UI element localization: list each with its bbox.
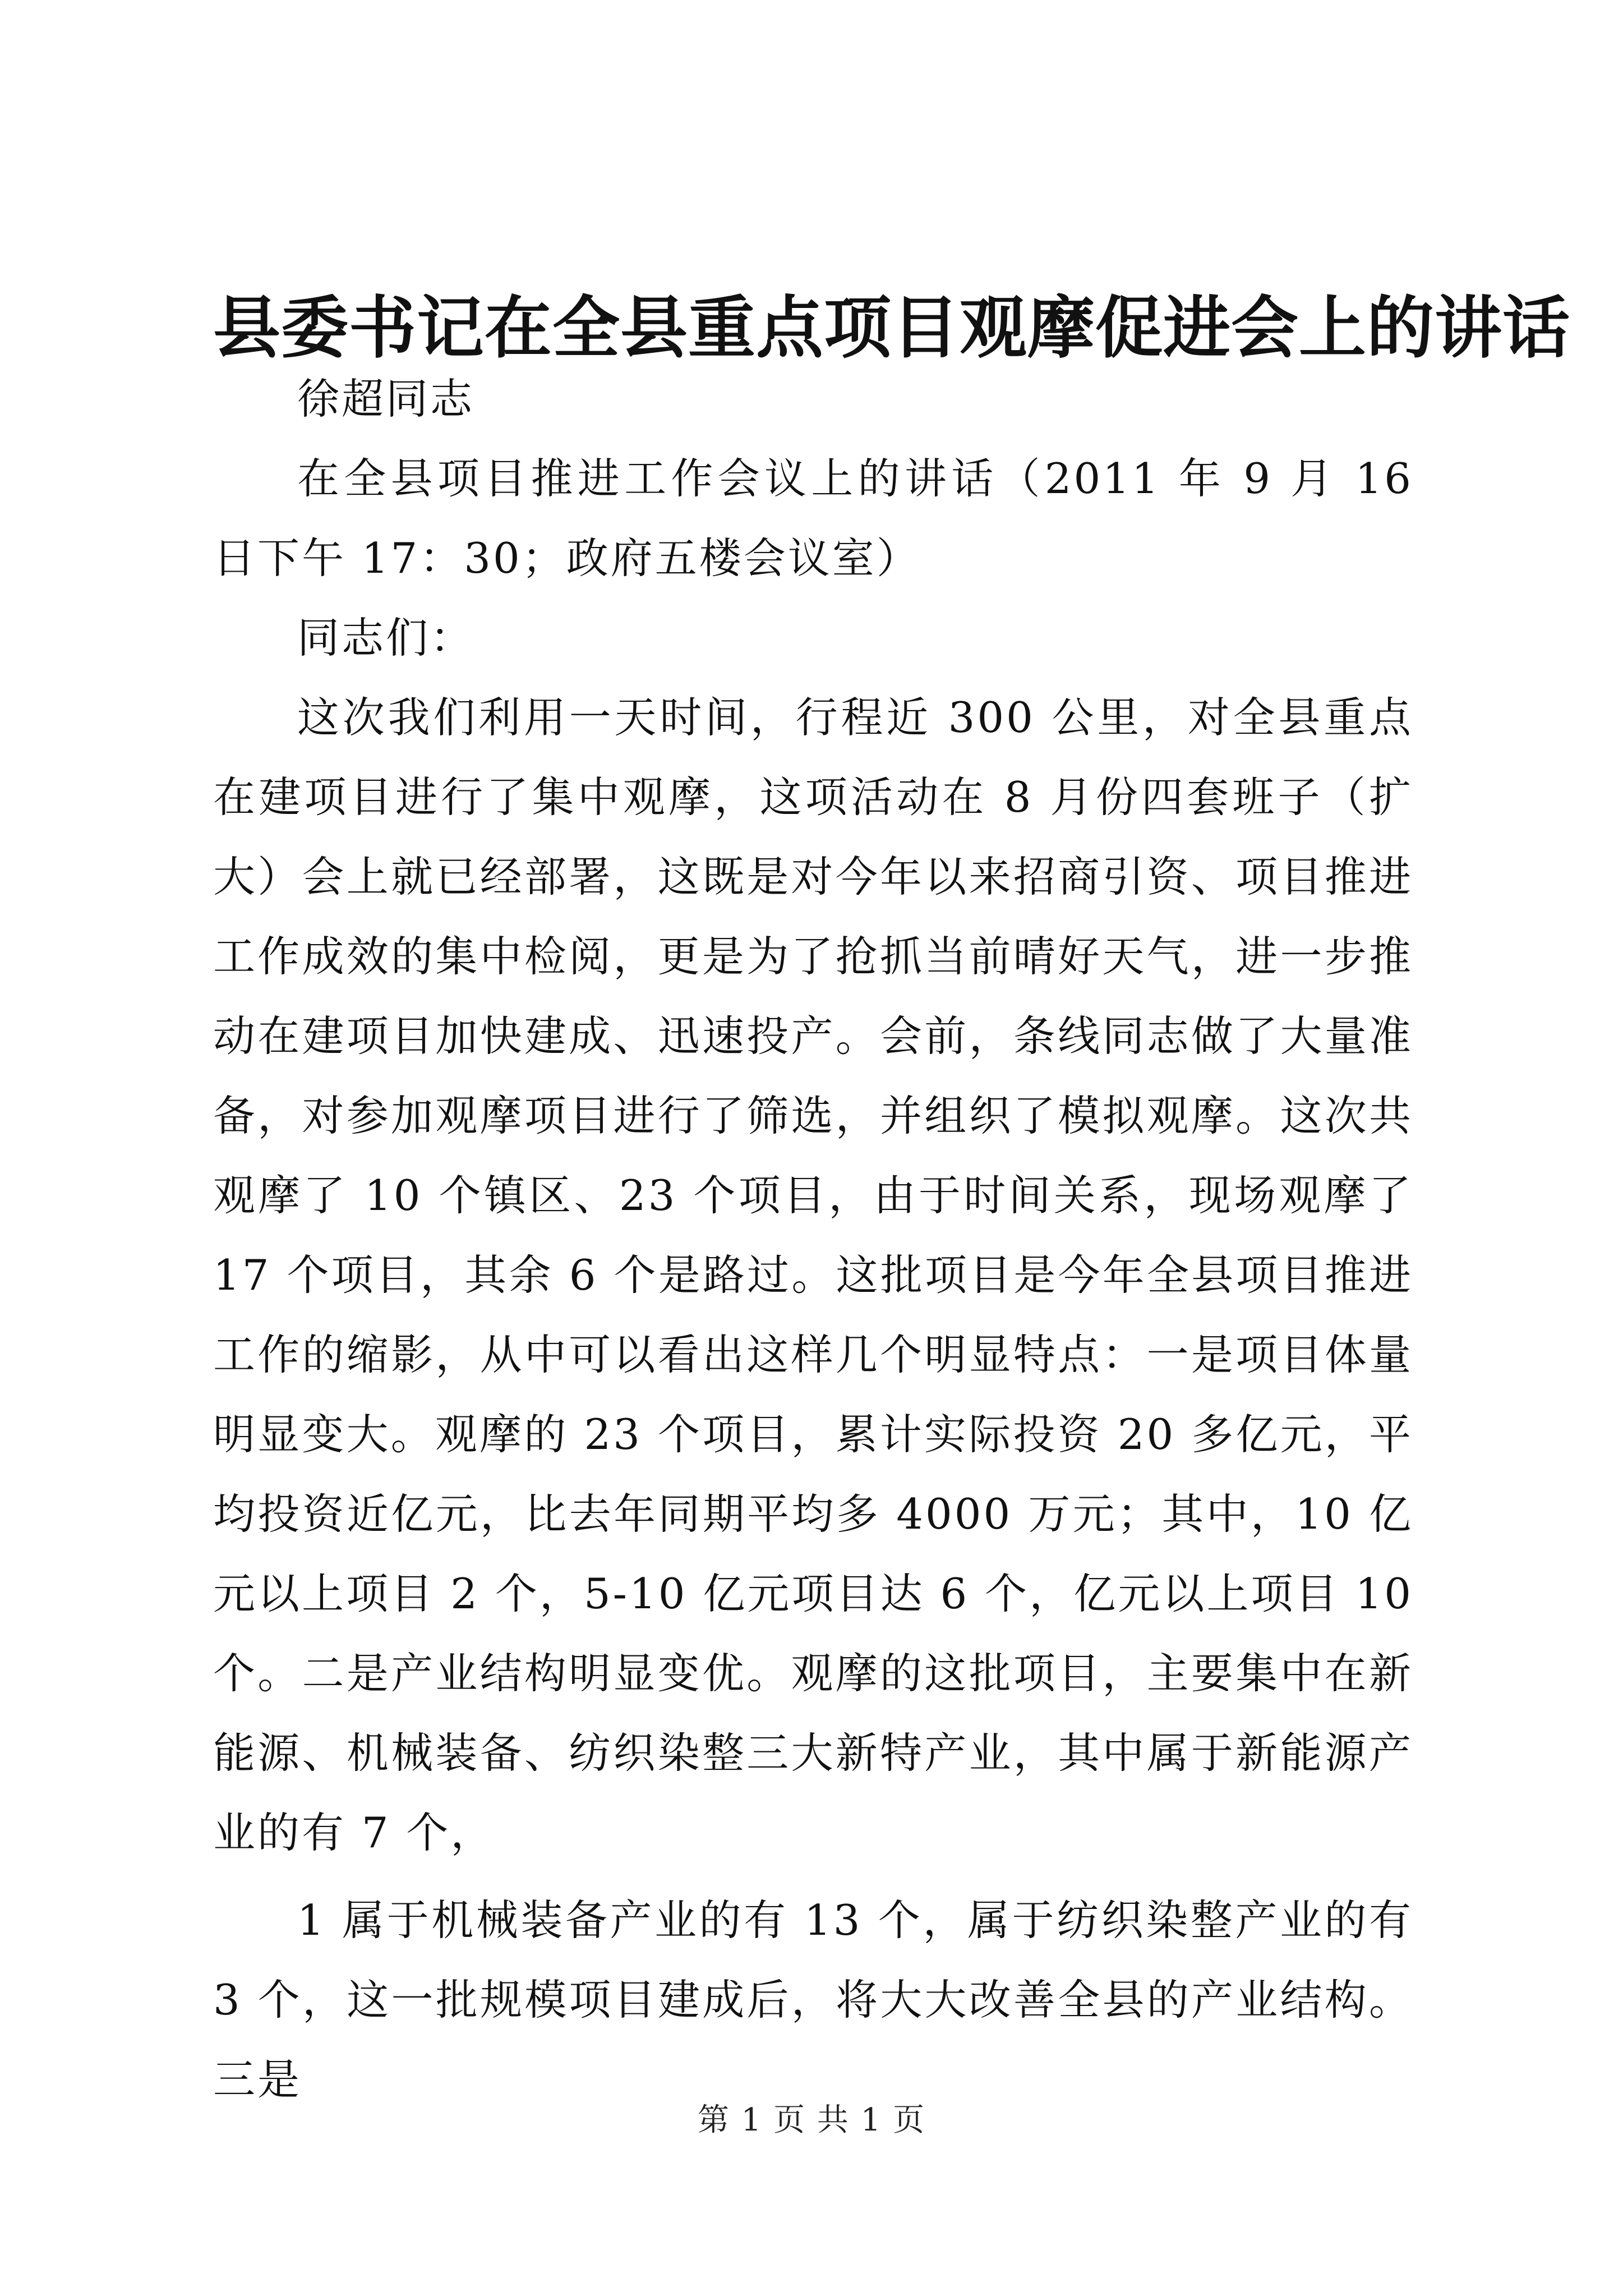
- document-title: 县委书记在全县重点项目观摩促进会上的讲话: [213, 288, 1570, 367]
- document-body: [213, 359, 1413, 2119]
- subtitle-paragraph: 在全县项目推进工作会议上的讲话（2011 年 9 月 16 日下午 17：30；政府五楼会议室）: [213, 454, 1413, 583]
- body-paragraph-1: 这次我们利用一天时间，行程近 300 公里，对全县重点在建项目进行了集中观摩，这项活动在 8 月份四套班子（扩大）会上就已经部署，这既是对今年以来招商引资、项目推进工作成效的集中检阅，更是为了抢抓当前晴好天气，进一步推动在建项目加快建成、迅速投产。会前，条线同志做了大量准备，对参加观摩项目进行了筛选，并组织了模拟观摩。这次共观摩了 10 个镇区、23 个项目，由于时间关系，现场观摩了 17 个项目，其余 6 个是路过。这批项目是今年全县项目推进工作的缩影，从中可以看出这样几个明显特点：一是项目体量明显变大。观摩的 23 个项目，累计实际投资 20 多亿元，平均投资近亿元，比去年同期平均多 4000 万元；其中，10 亿元以上项目 2 个，5-10 亿元项目达 6 个，亿元以上项目 10 个。二是产业结构明显变优。观摩的这批项目，主要集中在新能源、机械装备、纺织染整三大新特产业，其中属于新能源产业的有 7 个，: [213, 693, 1413, 1857]
- salutation-line: 同志们：: [297, 613, 475, 662]
- author-line: 徐超同志: [297, 374, 475, 424]
- page-footer: 第 1 页 共 1 页: [697, 2102, 926, 2138]
- body-paragraph-2: 1 属于机械装备产业的有 13 个，属于纺织染整产业的有 3 个，这一批规模项目建成后，将大大改善全县的产业结构。三是: [213, 1895, 1413, 2104]
